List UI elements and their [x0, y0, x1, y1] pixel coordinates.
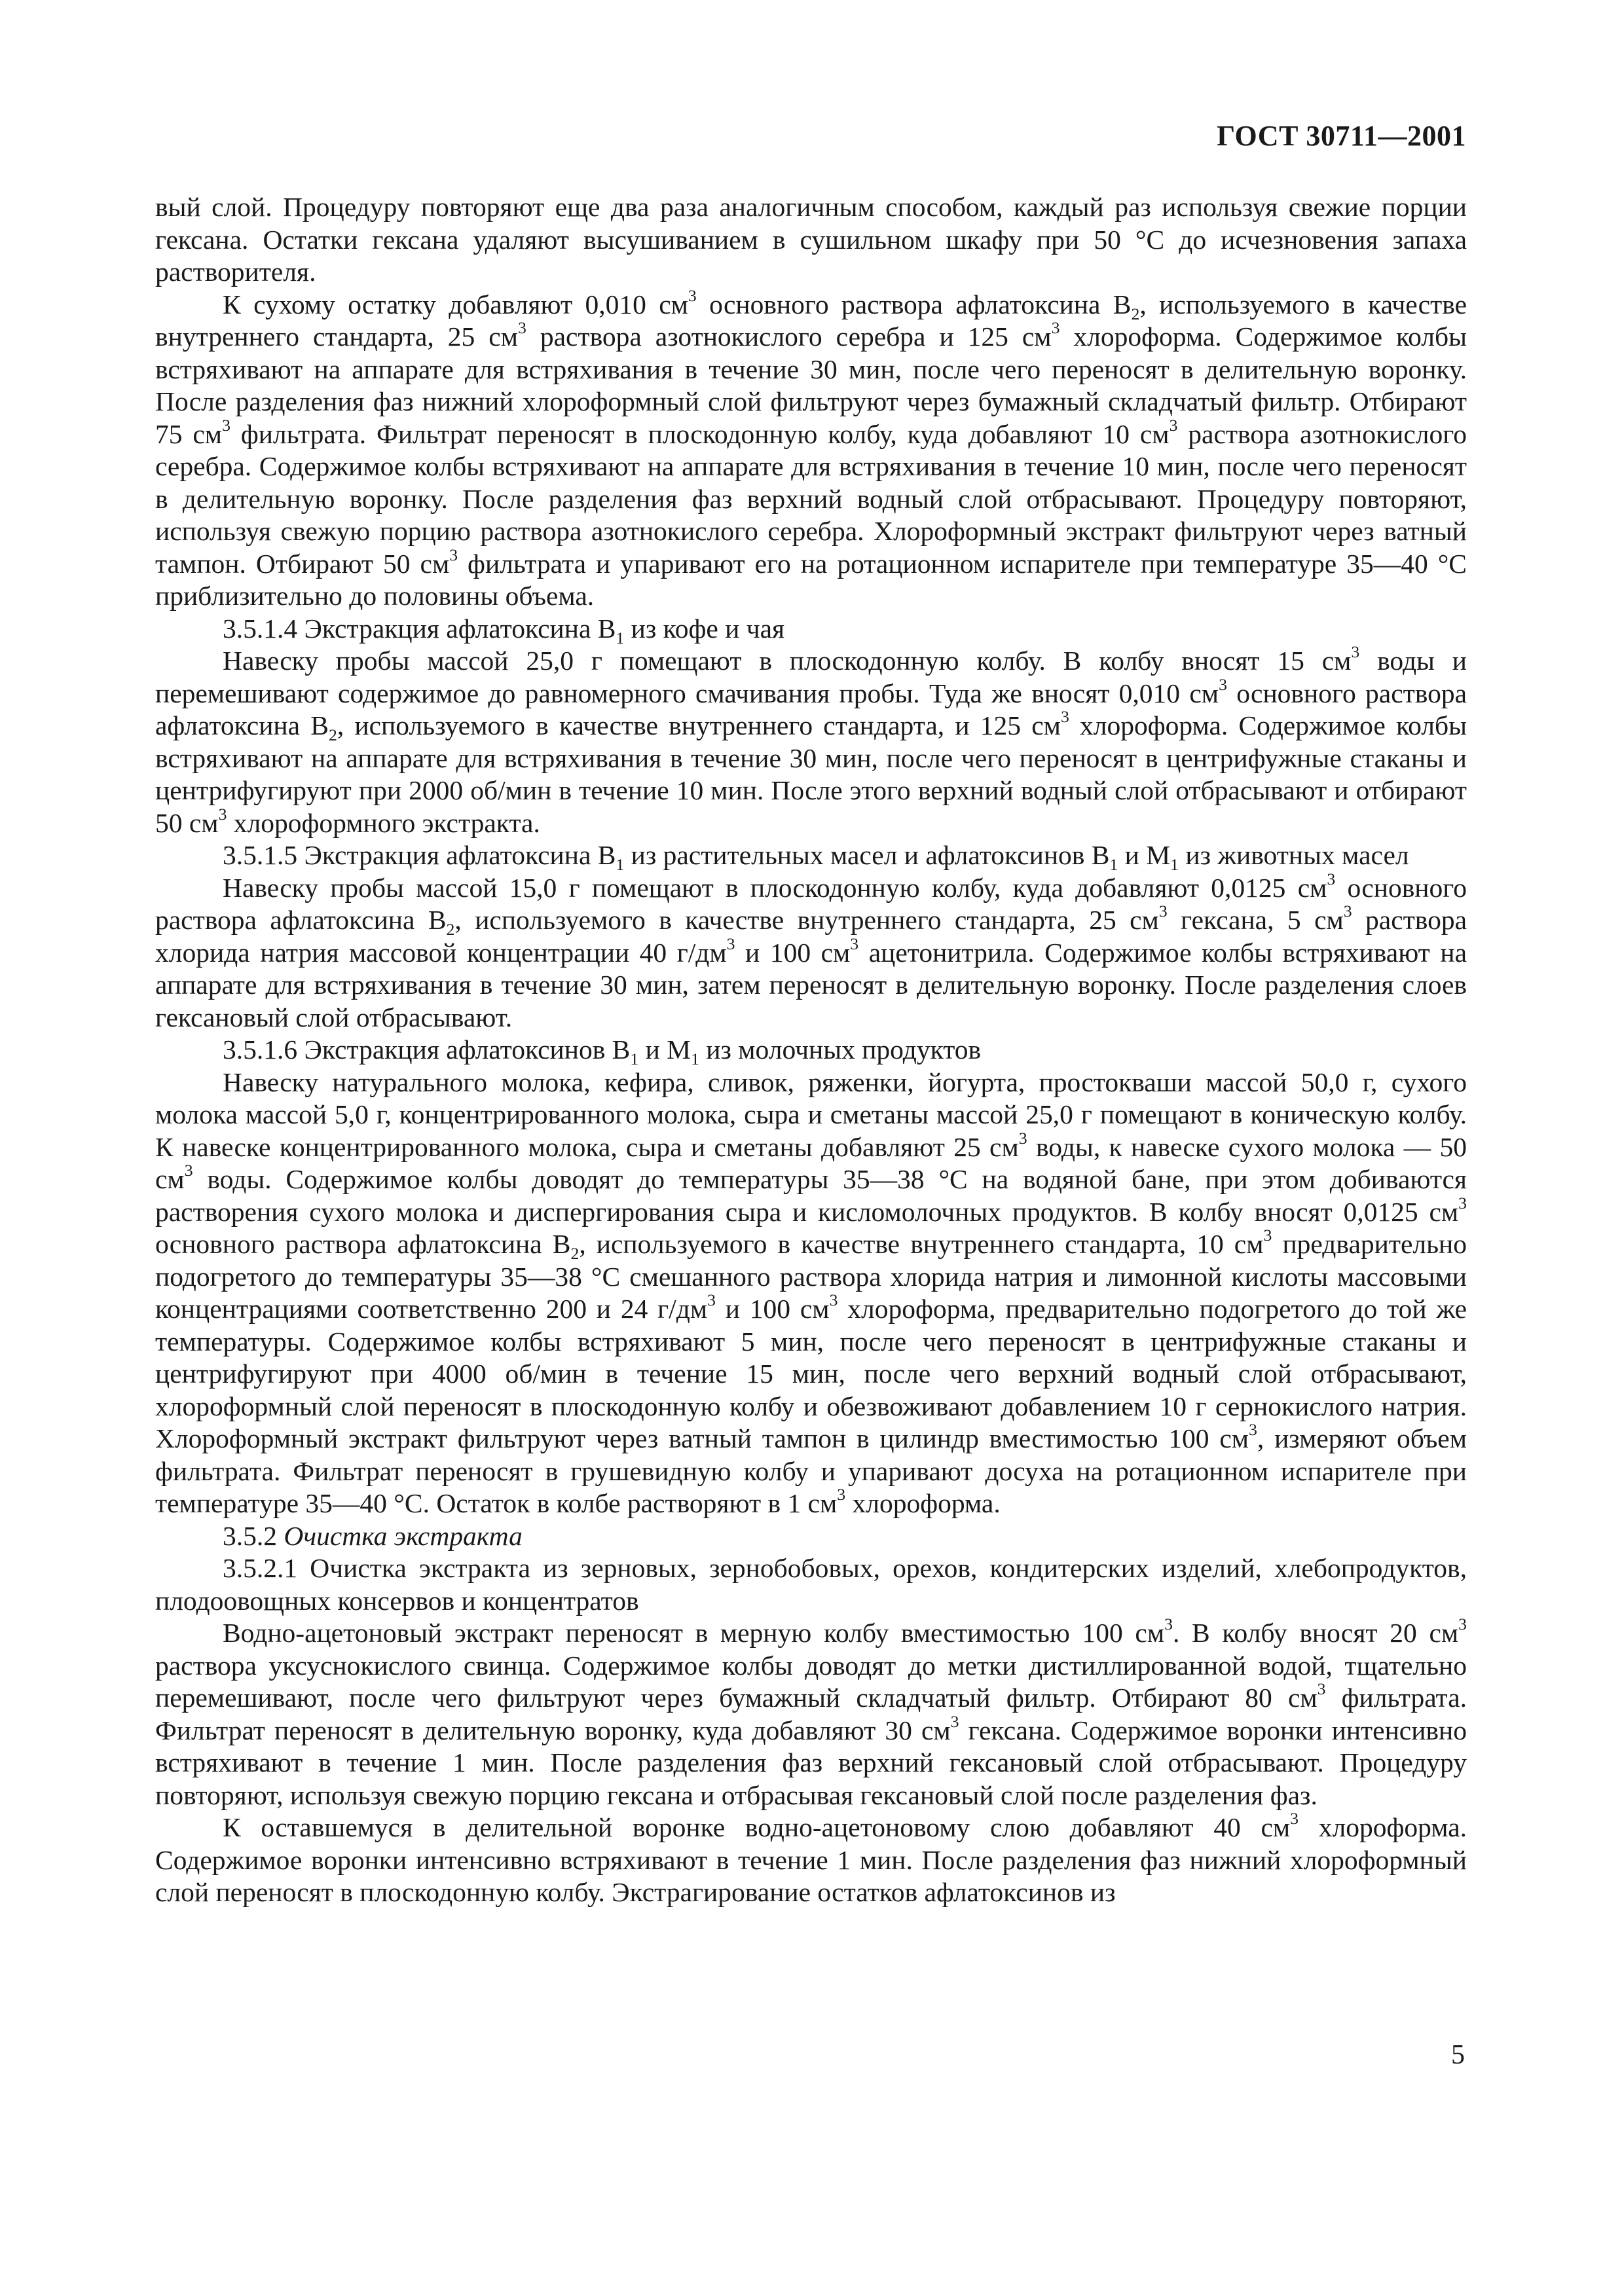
document-body [155, 191, 1467, 1909]
paragraph: 3.5.1.4 Экстракция афлатоксина $В_1$ из кофе и чая [223, 613, 785, 647]
paragraph: вый слой. Процедуру повторяют еще два раза аналогичным способом, каждый раз используя свежие порции гексана. Остатки гексана удаляют высушиванием в сушильном шкафу при 50 °С до исчезновения запаха растворителя. [155, 192, 1467, 287]
paragraph: Навеску пробы массой 15,0 г помещают в плоскодонную колбу, куда добавляют 0,0125 $см^3$ основного раствора афлатоксина $В_2$, используемого в качестве внутреннего стандарта, 25 $см^3$ гексана, 5 $см^3$ раствора хлорида натрия массовой концентрации 40 $г/дм^3$ и 100 $см^3$ ацетонитрила. Содержимое колбы встряхивают на аппарате для встряхивания в течение 30 мин, затем переносят в делительную воронку. После разделения слоев гексановый слой отбрасывают. [155, 869, 1467, 1032]
standard-header: ГОСТ 30711—2001 [1217, 120, 1466, 152]
paragraph: К сухому остатку добавляют 0,010 $см^3$ основного раствора афлатоксина $В_2$, используемого в качестве внутреннего стандарта, 25 $см^3$ раствора азотнокислого серебра и 125 $см^3$ хлороформа. Содержимое колбы встряхивают на аппарате для встряхивания в течение 30 мин, после чего переносят в делительную воронку. После разделения фаз нижний хлороформный слой фильтруют через бумажный складчатый фильтр. Отбирают 75 $см^3$ фильтрата. Фильтрат переносят в плоскодонную колбу, куда добавляют 10 $см^3$ раствора азотнокислого серебра. Содержимое колбы встряхивают на аппарате для встряхивания в течение 10 мин, после чего переносят в делительную воронку. После разделения фаз верхний водный слой отбрасывают. Процедуру повторяют, используя свежую порцию раствора азотнокислого серебра. Хлороформный экстракт фильтруют через ватный тампон. Отбирают 50 $см^3$ фильтрата и упаривают его на ротационном испарителе при температуре 35—40 °С приблизительно до половины объема. [155, 285, 1467, 611]
paragraph: 3.5.2.1 Очистка экстракта из зерновых, зернобобовых, орехов, кондитерских изделий, хлебопродуктов, плодоовощных консервов и концентратов [155, 1553, 1467, 1616]
paragraph: 3.5.1.6 Экстракция афлатоксинов $В_1$ и $М_1$ из молочных продуктов [223, 1034, 982, 1069]
page-number: 5 [1451, 2040, 1465, 2070]
paragraph: 3.5.2 Очистка экстракта [223, 1520, 523, 1551]
paragraph: К оставшемуся в делительной воронке водно-ацетоновому слою добавляют 40 $см^3$ хлороформа. Содержимое воронки интенсивно встряхивают в течение 1 мин. После разделения фаз нижний хлороформный слой переносят в плоскодонную колбу. Экстрагирование остатков афлатоксинов из [155, 1809, 1467, 1907]
paragraph: Навеску натурального молока, кефира, сливок, ряженки, йогурта, простокваши массой 50,0 г, сухого молока массой 5,0 г, концентрированного молока, сыра и сметаны массой 25,0 г помещают в коническую колбу. К навеске концентрированного молока, сыра и сметаны добавляют 25 $см^3$ воды, к навеске сухого молока — 50 $см^3$ воды. Содержимое колбы доводят до температуры 35—38 °С на водяной бане, при этом добиваются растворения сухого молока и диспергирования сыра и кисломолочных продуктов. В колбу вносят 0,0125 $см^3$ основного раствора афлатоксина $В_2$, используемого в качестве внутреннего стандарта, 10 $см^3$ предварительно подогретого до температуры 35—38 °С смешанного раствора хлорида натрия и лимонной кислоты массовыми концентрациями соответственно 200 и 24 $г/дм^3$ и 100 $см^3$ хлороформа, предварительно подогретого до той же температуры. Содержимое колбы встряхивают 5 мин, после чего переносят в центрифужные стаканы и центрифугируют при 4000 об/мин в течение 15 мин, после чего верхний водный слой отбрасывают, хлороформный слой переносят в плоскодонную колбу и обезвоживают добавлением 10 г сернокислого натрия. Хлороформный экстракт фильтруют через ватный тампон в цилиндр вместимостью 100 $см^3$, измеряют объем фильтрата. Фильтрат переносят в грушевидную колбу и упаривают досуха на ротационном испарителе при температуре 35—40 °С. Остаток в колбе растворяют в 1 $см^3$ хлороформа. [155, 1066, 1467, 1518]
paragraph: Навеску пробы массой 25,0 г помещают в плоскодонную колбу. В колбу вносят 15 $см^3$ воды и перемешивают содержимое до равномерного смачивания пробы. Туда же вносят 0,010 $см^3$ основного раствора афлатоксина $В_2$, используемого в качестве внутреннего стандарта, и 125 $см^3$ хлороформа. Содержимое колбы встряхивают на аппарате для встряхивания в течение 30 мин, после чего переносят в центрифужные стаканы и центрифугируют при 2000 об/мин в течение 10 мин. После этого верхний водный слой отбрасывают и отбирают 50 $см^3$ хлороформного экстракта. [155, 642, 1467, 838]
paragraph: 3.5.1.5 Экстракция афлатоксина $В_1$ из растительных масел и афлатоксинов $В_1$ и $М_1$ из животных масел [223, 840, 1409, 875]
paragraph: Водно-ацетоновый экстракт переносят в мерную колбу вместимостью 100 $см^3$. В колбу вносят 20 $см^3$ раствора уксуснокислого свинца. Содержимое колбы доводят до метки дистиллированной водой, тщательно перемешивают, после чего фильтруют через бумажный складчатый фильтр. Отбирают 80 $см^3$ фильтрата. Фильтрат переносят в делительную воронку, куда добавляют 30 $см^3$ гексана. Содержимое воронки интенсивно встряхивают в течение 1 мин. После разделения фаз верхний гексановый слой отбрасывают. Процедуру повторяют, используя свежую порцию гексана и отбрасывая гексановый слой после разделения фаз. [155, 1614, 1467, 1810]
